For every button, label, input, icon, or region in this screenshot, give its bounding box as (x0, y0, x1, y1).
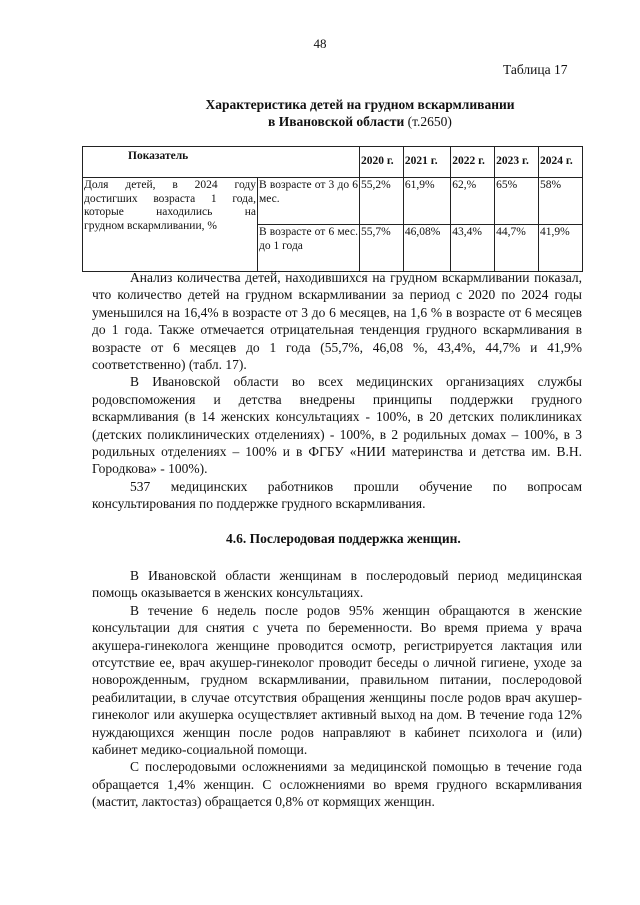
value-cell: 41,9% (539, 225, 583, 272)
paragraph: Анализ количества детей, находившихся на грудном вскармливании показал, что количество детей на грудном вскармливании за период с 2020 по 2024 годы уменьшился на 16,4% в возрасте от 3 до 6 месяцев, на 1,6 % в возрасте от 6 месяцев до 1 года. Также отмечается отрицательная тенденция грудного вскармливания в возрасте от 6 месяцев до 1 года (55,7%, 46,08 %, 43,4%, 44,7% и 41,9% соответственно) (табл. 17). (92, 270, 582, 373)
section-heading: 4.6. Послеродовая поддержка женщин. (226, 531, 461, 546)
value-cell: 44,7% (495, 225, 539, 272)
value-cell: 65% (495, 178, 539, 225)
title-line-2: в Ивановской области (268, 114, 405, 129)
header-indicator: Показатель (83, 147, 360, 178)
value-cell: 55,7% (360, 225, 404, 272)
indicator-line: Доля детей, в 2024 году (84, 179, 256, 191)
table-row (83, 178, 583, 225)
table-header-row (83, 147, 583, 178)
page-number: 48 (313, 36, 327, 51)
header-year: 2023 г. (495, 147, 539, 178)
header-year: 2021 г. (403, 147, 450, 178)
header-year: 2020 г. (360, 147, 404, 178)
breastfeeding-table (82, 146, 583, 272)
paragraph: 537 медицинских работников прошли обучение по вопросам консультирования по поддержке грудного вскармливания. (92, 478, 582, 512)
value-cell: 46,08% (403, 225, 450, 272)
paragraph: В течение 6 недель после родов 95% женщин обращаются в женские консультации для снятия с учета по беременности. Во время приема у врача акушера-гинеколога женщине проводится осмотр, регистрируется лактация или отсутствие ее, врач акушер-гинеколог проводит беседы о личной гигиене, уходе за новорожденным, грудном вскармливании, правильном питании, послеродовой реабилитации, в случае отсутствия обращения женщины после родов врач акушер-гинеколог или акушерка осуществляет активный выход на дом. В течение года 12% нуждающихся женщин после родов направляют в кабинет психолога и (или) кабинет медико-социальной помощи. (92, 602, 582, 758)
table-label: Таблица 17 (503, 62, 568, 77)
table-title (160, 96, 560, 130)
value-cell: 43,4% (451, 225, 495, 272)
paragraph: В Ивановской области женщинам в послеродовый период медицинская помощь оказывается в женских консультациях. (92, 568, 582, 601)
paragraph: С послеродовыми осложнениями за медицинской помощью в течение года обращается 1,4% женщин. С осложнениями во время грудного вскармливания (мастит, лактостаз) обращается 0,8% от кормящих женщин. (92, 759, 582, 810)
indicator-line: грудном вскармливании, % (84, 219, 217, 232)
age-group-cell: В возрасте от 3 до 6 мес. (258, 178, 360, 225)
header-year: 2024 г. (539, 147, 583, 178)
age-group-cell: В возрасте от 6 мес. до 1 года (258, 225, 360, 272)
value-cell: 58% (539, 178, 583, 225)
title-line-1: Характеристика детей на грудном вскармливании (205, 97, 515, 112)
value-cell: 55,2% (360, 178, 404, 225)
indicator-line: которые находились на (84, 206, 256, 218)
indicator-line: достигших возраста 1 года, (84, 192, 256, 205)
value-cell: 62,% (451, 178, 495, 225)
indicator-cell (83, 178, 258, 272)
analysis-text (92, 269, 582, 513)
paragraph: В Ивановской области во всех медицинских организациях службы родовспоможения и детства внедрены принципы поддержки грудного вскармливания (в 14 женских консультациях - 100%, в 20 детских поликлиниках (детских поликлинических отделениях) - 100%, в 2 родильных домах – 100%, в 3 родильных отделениях – 100% и в ФГБУ «НИИ материнства и детства им. В.Н. Городкова» - 100%). (92, 374, 582, 477)
value-cell: 61,9% (403, 178, 450, 225)
postpartum-text (92, 567, 582, 811)
header-year: 2022 г. (451, 147, 495, 178)
title-form-ref: (т.2650) (404, 114, 452, 129)
